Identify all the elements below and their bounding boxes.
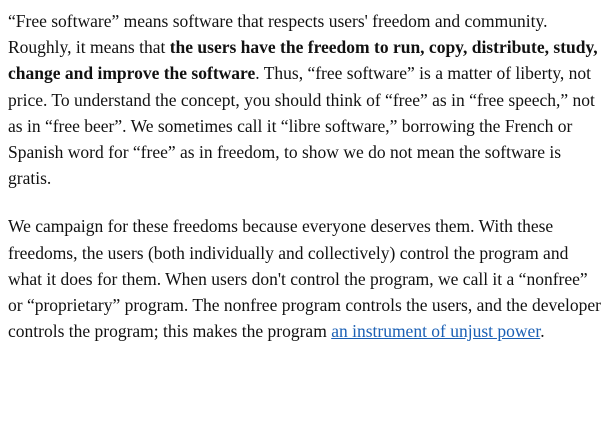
body-text: . Thus, “free software” is a matter of liberty, not price. To understand the concept, you should think of “free” as in “free speech,” not as in “free beer”. We sometimes call it “libre software,” borrowing the French or Spanish word for “free” as in freedom, to show we do not mean the software is gratis. [8,63,595,189]
inline-link-unjust-power[interactable]: an instrument of unjust power [331,321,541,342]
body-text: “Free software” means software that respects users' freedom and community. Roughly, it means that [8,11,548,58]
body-text: We campaign for these freedoms because everyone deserves them. With these freedoms, the users (both individually and collectively) control the program and what it does for them. When users don't control the program, we call it a “nonfree” or “proprietary” program. The nonfree program controls the users, and the developer controls the program; this makes the program [8,216,601,342]
emphasized-text: the users have the freedom to run, copy, distribute, study, change and improve the software [8,37,598,84]
paragraph-campaign-for-freedoms [8,213,606,344]
body-text: . [540,321,545,342]
paragraph-free-software-definition [8,8,606,191]
